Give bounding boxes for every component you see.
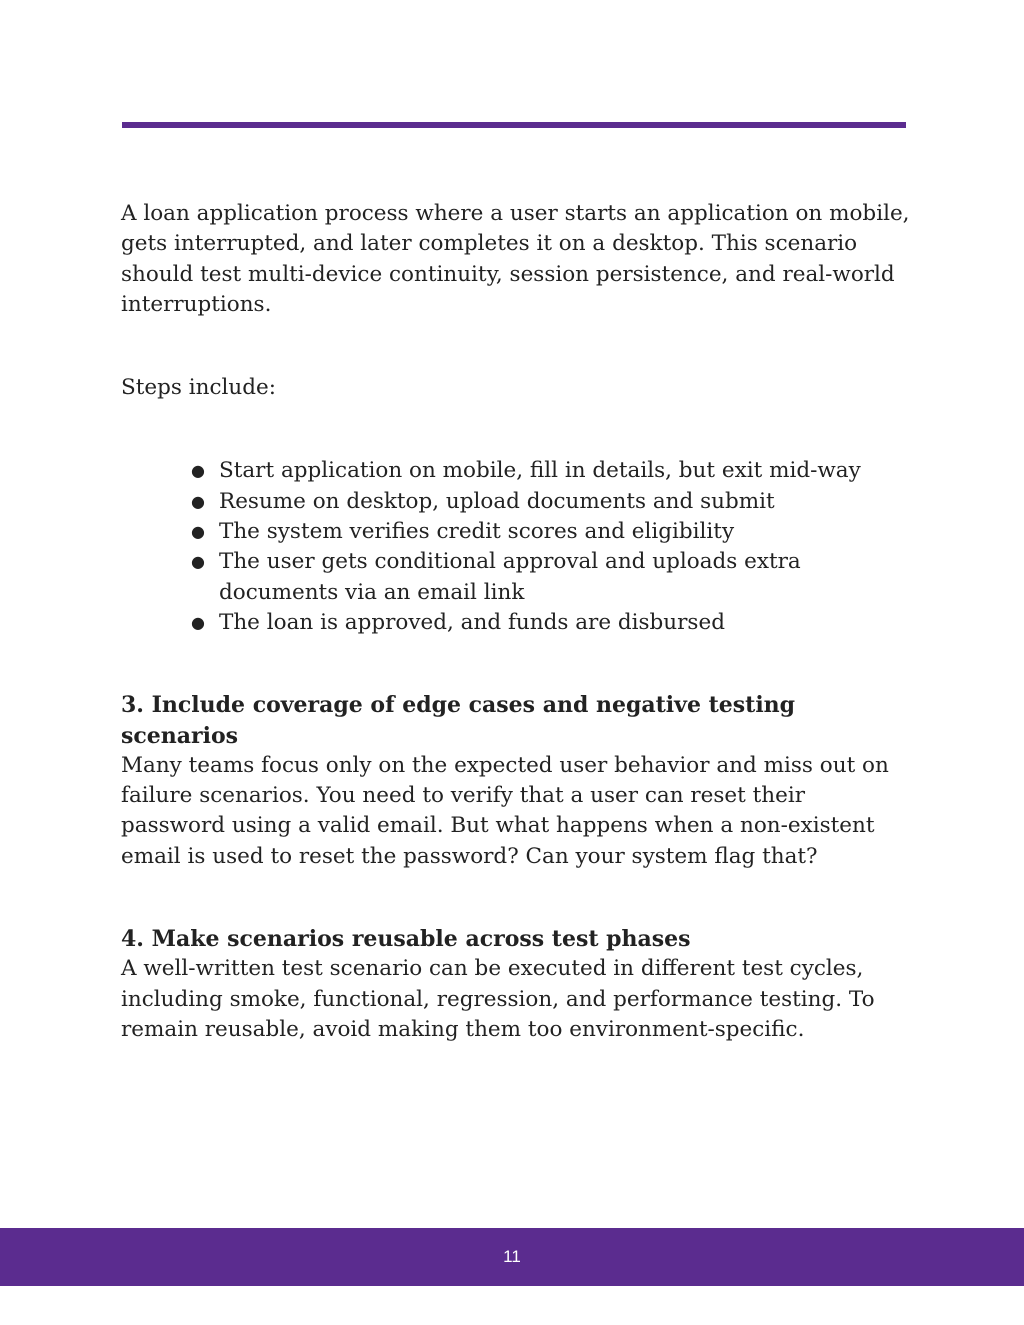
bullet-icon: ●	[191, 612, 205, 632]
list-item: ● The system verifies credit scores and eligibility	[219, 517, 911, 547]
top-rule	[122, 122, 906, 128]
list-item: ● The loan is approved, and funds are disbursed	[219, 608, 911, 638]
bullet-icon: ●	[191, 552, 205, 572]
list-item: ● The user gets conditional approval and uploads extra documents via an email link	[191, 549, 801, 605]
section-4-heading: 4. Make scenarios reusable across test phases	[121, 926, 691, 953]
page-number: 11	[503, 1247, 521, 1266]
intro-paragraph: A loan application process where a user starts an application on mobile, gets interrupted, and later completes it on a desktop. This scenario should test multi-device continuity, session persistence, and real-world interruptions.	[121, 201, 910, 317]
bullet-icon: ●	[191, 491, 205, 511]
section-4-body: A well-written test scenario can be executed in different test cycles, including smoke, functional, regression, and performance testing. To remain reusable, avoid making them too environment-specific.	[121, 956, 875, 1042]
page-content	[121, 199, 911, 1045]
steps-label: Steps include:	[121, 375, 276, 401]
section-3-body: Many teams focus only on the expected user behavior and miss out on failure scenarios. You need to verify that a user can reset their password using a valid email. But what happens when a non-existent email is used to reset the password? Can your system flag that?	[121, 752, 889, 869]
list-item: ● Start application on mobile, fill in details, but exit mid-way	[219, 456, 911, 486]
bullet-icon: ●	[191, 461, 205, 481]
steps-list	[121, 456, 911, 638]
bullet-icon: ●	[191, 522, 205, 542]
list-item: ● Resume on desktop, upload documents and submit	[219, 487, 911, 517]
section-3-heading: 3. Include coverage of edge cases and negative testing scenarios	[121, 692, 796, 749]
